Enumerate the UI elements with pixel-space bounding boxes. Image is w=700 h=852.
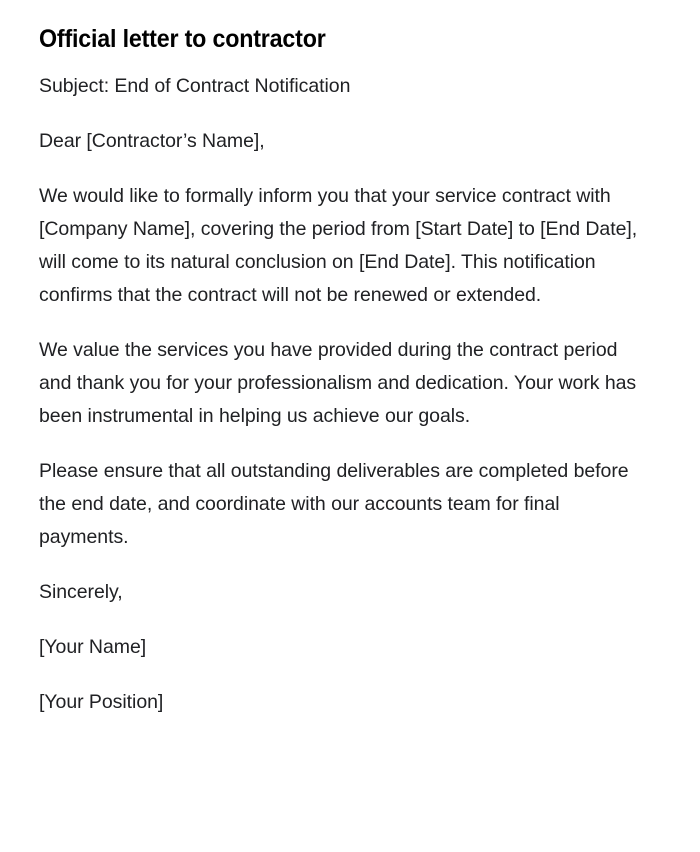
paragraph-salutation: Dear [Contractor’s Name],	[39, 130, 265, 152]
paragraph-sender-title: [Your Position]	[39, 691, 164, 713]
letter-body	[39, 70, 640, 719]
paragraph-closing: Sincerely,	[39, 581, 123, 603]
paragraph-appreciation: We value the services you have provided during the contract period and thank you for your professionalism and dedication. Your work has been instrumental in helping us achieve our goals.	[39, 339, 637, 427]
paragraph-instructions: Please ensure that all outstanding deliverables are completed before the end date, and coordinate with our accounts team for final payments.	[39, 460, 629, 548]
paragraph-sender-name: [Your Name]	[39, 636, 147, 658]
page-title: Official letter to contractor	[39, 25, 326, 53]
paragraph-subject: Subject: End of Contract Notification	[39, 75, 351, 97]
paragraph-notification: We would like to formally inform you that your service contract with [Company Name], covering the period from [Start Date] to [End Date], will come to its natural conclusion on [End Date]. This notification confirms that the contract will not be renewed or extended.	[39, 185, 638, 306]
